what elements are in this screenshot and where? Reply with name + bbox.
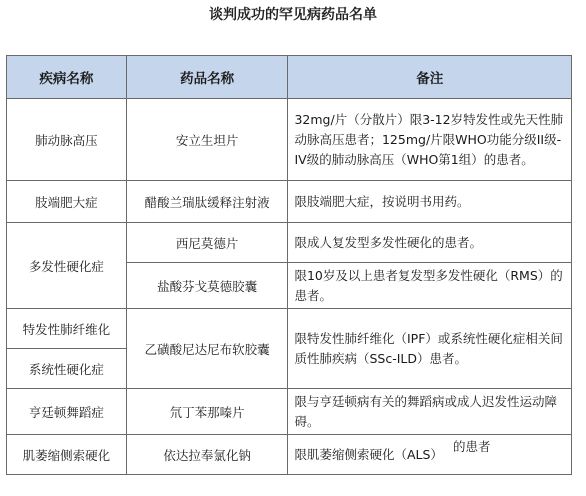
note-cell: 限特发性肺纤维化（IPF）或系统性硬化症相关间质性肺疾病（SSc-ILD）患者。 bbox=[288, 309, 572, 389]
table-row bbox=[7, 223, 572, 263]
header-drug: 药品名称 bbox=[126, 56, 288, 99]
disease-cell: 肢端肥大症 bbox=[7, 181, 127, 223]
note-cell: 32mg/片（分散片）限3-12岁特发性或先天性肺动脉高压患者；125mg/片限WHO功能分级II级- IV级的肺动脉高压（WHO第1组）的患者。 bbox=[288, 99, 572, 181]
drug-cell: 安立生坦片 bbox=[126, 99, 288, 181]
disease-cell: 肌萎缩侧索硬化 bbox=[7, 435, 127, 475]
note-cell: 限肌萎缩侧索硬化（ALS） bbox=[288, 435, 572, 475]
drug-cell: 乙磺酸尼达尼布软胶囊 bbox=[126, 309, 288, 389]
note-cell: 限成人复发型多发性硬化的患者。 bbox=[288, 223, 572, 263]
header-disease: 疾病名称 bbox=[7, 56, 127, 99]
table-row bbox=[7, 309, 572, 349]
note-cell: 限与亨廷顿病有关的舞蹈病或成人迟发性运动障碍。 bbox=[288, 389, 572, 435]
disease-cell: 多发性硬化症 bbox=[7, 223, 127, 309]
disease-cell: 特发性肺纤维化 bbox=[7, 309, 127, 349]
disease-cell: 系统性硬化症 bbox=[7, 349, 127, 389]
drug-cell: 盐酸芬戈莫德胶囊 bbox=[126, 263, 288, 309]
drug-cell: 依达拉奉氯化钠 bbox=[126, 435, 288, 475]
rare-disease-drug-table bbox=[6, 55, 572, 475]
drug-cell: 氘丁苯那嗪片 bbox=[126, 389, 288, 435]
disease-cell: 亨廷顿舞蹈症 bbox=[7, 389, 127, 435]
drug-cell: 西尼莫德片 bbox=[126, 223, 288, 263]
disease-cell: 肺动脉高压 bbox=[7, 99, 127, 181]
table-row bbox=[7, 389, 572, 435]
table-row bbox=[7, 99, 572, 181]
table-row bbox=[7, 181, 572, 223]
note-cell: 限肢端肥大症，按说明书用药。 bbox=[288, 181, 572, 223]
note-cell: 限10岁及以上患者复发型多发性硬化（RMS）的患者。 bbox=[288, 263, 572, 309]
drug-cell: 醋酸兰瑞肽缓释注射液 bbox=[126, 181, 288, 223]
trailing-note-text: 的患者 bbox=[453, 439, 491, 454]
page-title: 谈判成功的罕见病药品名单 bbox=[209, 7, 377, 23]
table-header-row bbox=[7, 56, 572, 99]
header-note: 备注 bbox=[288, 56, 572, 99]
